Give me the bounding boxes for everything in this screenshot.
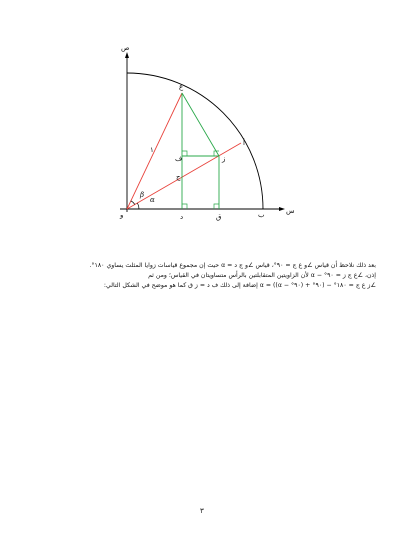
label-hypotenuse: ١ [150,146,154,154]
text-line-3: ∠ز ع ج = ١٨٠° − (٩٠° + (٩٠° − α)) = α إضافة إلى ذلك ف د = ز ق كما هو موضح في الشكل التالي: [103,281,376,289]
label-beta: β [140,191,145,199]
label-origin: و [120,211,124,219]
label-point-q: ق [216,213,222,221]
green-line-top-z [182,93,219,156]
red-line-to-a [127,143,241,209]
x-axis-arrow [279,207,285,211]
label-point-j: ج [176,173,181,181]
right-angle-q [214,204,219,209]
page-number: ٣ [200,507,204,515]
label-point-f: ف [175,155,183,163]
text-line-2: إذن، ∠ع ج ز = ٩٠° − α لأن الزاويتين المتقابلتين بالرأس متساويتان في القياس؛ ومن ثم [148,271,376,279]
text-line-1: بعد ذلك نلاحظ أن قياس ∠و ع ج = ٩٠°، قياس ∠و ج د = α حيث إن مجموع قياسات زوايا المثلث يساوي ١٨٠°. [89,262,376,269]
red-line-to-top [127,93,182,209]
label-point-b: ب [258,211,265,219]
right-angle-d [182,204,187,209]
angle-arc-beta [131,201,135,205]
label-point-top: ع [179,83,184,91]
label-point-1: أ [243,139,245,147]
label-x-axis: س [286,207,295,215]
y-axis-arrow [125,52,129,58]
label-point-z: ز [222,155,226,163]
right-angle-f [182,151,187,156]
label-alpha: α [150,196,155,204]
angle-arc-alpha [137,203,139,209]
body-text [30,261,376,290]
label-y-axis: ص [121,44,130,52]
label-point-d: د [180,213,184,221]
